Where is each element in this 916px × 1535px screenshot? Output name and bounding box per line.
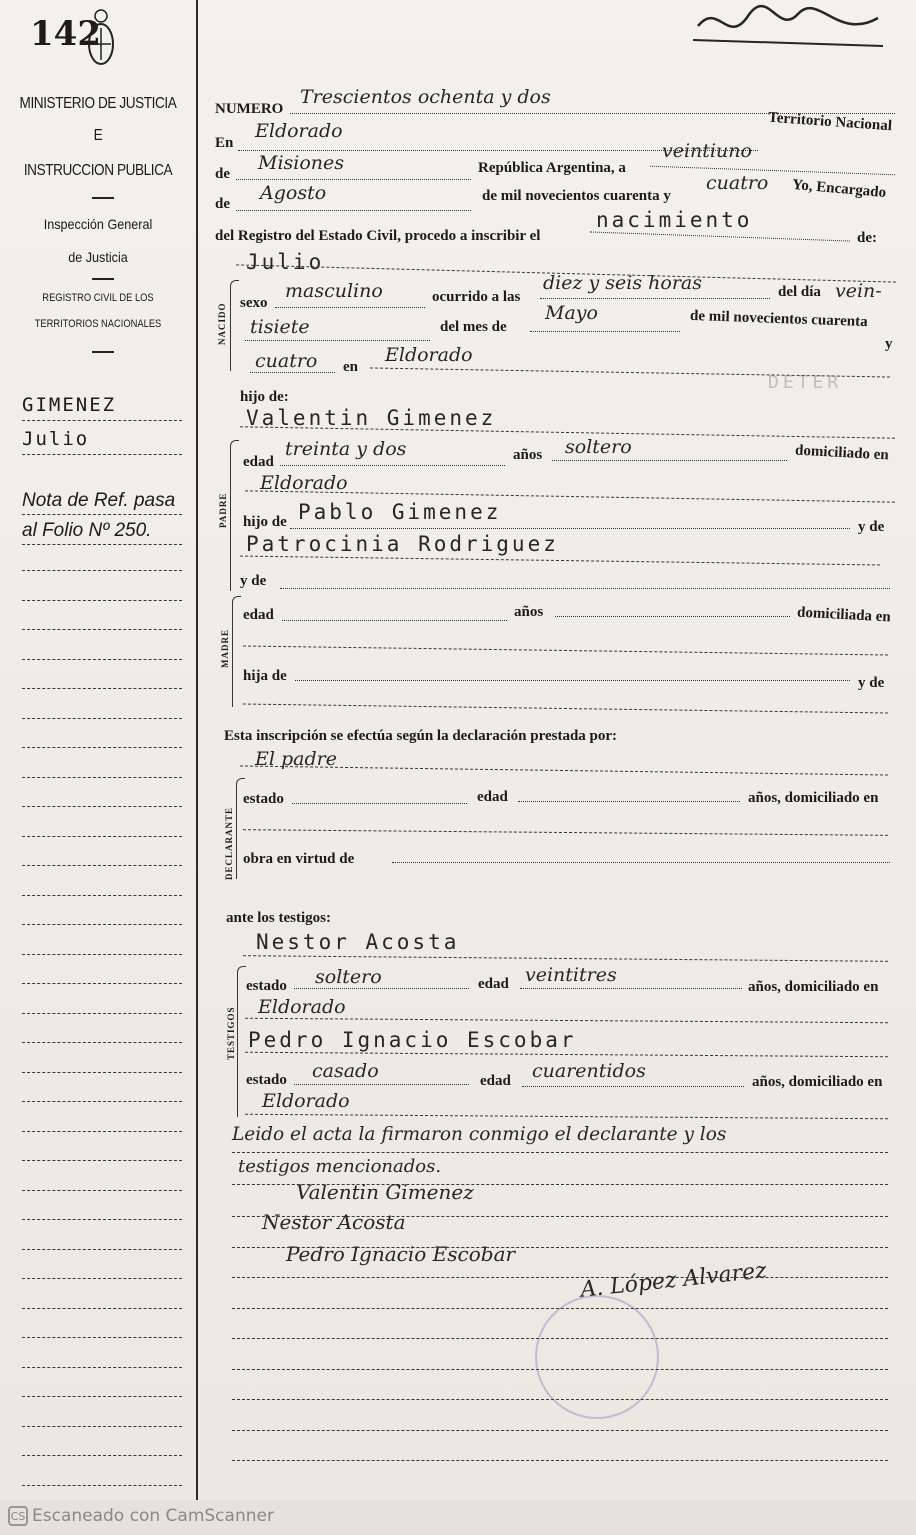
de-label: de xyxy=(215,166,230,182)
fill-line xyxy=(294,988,469,989)
fill-line xyxy=(522,1086,744,1087)
fill-line xyxy=(236,210,471,211)
edad-label: edad xyxy=(243,454,274,470)
fill-line xyxy=(240,556,880,566)
margin-rule xyxy=(22,806,182,807)
republica-label: República Argentina, a xyxy=(478,160,626,176)
testigos-label: ante los testigos: xyxy=(226,910,331,926)
fill-line xyxy=(282,620,507,621)
fill-line xyxy=(250,372,335,373)
margin-rule xyxy=(22,1337,182,1338)
fill-line xyxy=(280,465,505,466)
hijo-de-label: hijo de: xyxy=(240,389,289,405)
anos-domiciliado-label: años, domiciliado en xyxy=(748,790,879,806)
day-value: veintiuno xyxy=(662,140,752,162)
fill-line xyxy=(555,616,790,617)
header-divider xyxy=(92,197,114,199)
margin-rule xyxy=(22,747,182,748)
signature-witness-1: Nestor Acosta xyxy=(262,1210,406,1234)
closing-line-1: Leido el acta la firmaron conmigo el declarante y los xyxy=(232,1124,727,1145)
margin-rule xyxy=(22,1131,182,1132)
margin-rule xyxy=(22,629,182,630)
numero-label: NUMERO xyxy=(215,101,284,117)
header-divider xyxy=(92,351,114,353)
margin-rule xyxy=(22,659,182,660)
fill-line xyxy=(245,1052,888,1057)
padre-bracket xyxy=(230,440,239,591)
fill-line xyxy=(392,862,890,863)
signature-declarant: Valentin Gimenez xyxy=(296,1180,474,1204)
obra-label: obra en virtud de xyxy=(243,851,355,867)
declarante-side-label: DECLARANTE xyxy=(224,806,234,880)
mes-label: del mes de xyxy=(440,319,507,335)
blank-rule xyxy=(232,1308,888,1309)
birth-day-value-a: vein- xyxy=(835,280,882,302)
fill-line xyxy=(236,179,471,180)
y-de-label: y de xyxy=(858,519,885,535)
birth-month-value: Mayo xyxy=(545,302,598,324)
sexo-label: sexo xyxy=(240,295,268,311)
margin-rule xyxy=(22,1249,182,1250)
sexo-value: masculino xyxy=(285,280,383,302)
mil-label: de mil novecientos cuarenta xyxy=(689,307,868,331)
fill-line xyxy=(275,307,425,308)
witness-2-address: Eldorado xyxy=(262,1090,350,1112)
blank-rule xyxy=(232,1399,888,1400)
anos-label: años xyxy=(514,604,544,620)
scanner-watermark-text: Escaneado con CamScanner xyxy=(32,1506,274,1526)
margin-given-name: Julio xyxy=(22,428,90,450)
testigos-bracket xyxy=(237,966,246,1117)
fill-line xyxy=(294,1084,469,1085)
margin-rule xyxy=(22,1396,182,1397)
margin-rule xyxy=(22,924,182,925)
fill-line xyxy=(243,955,888,962)
domiciliada-label: domiciliada en xyxy=(796,604,892,626)
fill-line xyxy=(245,1018,888,1023)
registry-line-2: TERRITORIOS NACIONALES xyxy=(34,318,162,330)
margin-rule xyxy=(22,544,182,545)
margin-rule xyxy=(22,1485,182,1486)
yo-label: Yo, Encargado xyxy=(791,176,887,202)
estado-label: estado xyxy=(243,791,284,807)
ocurrido-label: ocurrido a las xyxy=(432,289,521,305)
ministry-line-2: E xyxy=(93,127,103,144)
column-divider xyxy=(196,0,198,1500)
registry-seal-stamp xyxy=(535,1295,659,1419)
fill-line xyxy=(280,588,890,589)
en-value: Eldorado xyxy=(255,120,343,142)
margin-rule xyxy=(22,1219,182,1220)
inspection-line-1: Inspección General xyxy=(43,216,153,232)
fill-line xyxy=(520,988,742,989)
margin-note-line-1: Nota de Ref. pasa xyxy=(22,490,176,511)
signature-official: A. López Alvarez xyxy=(579,1258,768,1303)
blank-rule xyxy=(232,1369,888,1370)
margin-rule xyxy=(22,954,182,955)
registro-label: del Registro del Estado Civil, procedo a inscribir el xyxy=(215,228,541,244)
witness-2-name: Pedro Ignacio Escobar xyxy=(248,1028,577,1052)
fill-line xyxy=(530,331,680,332)
madre-bracket xyxy=(232,596,241,707)
paternal-grandfather: Pablo Gimenez xyxy=(298,500,502,524)
witness-1-name: Nestor Acosta xyxy=(256,930,460,954)
margin-rule xyxy=(22,1160,182,1161)
paternal-grandmother: Patrocinia Rodriguez xyxy=(246,532,559,556)
fill-line xyxy=(552,460,787,461)
domiciliado-label: domiciliado en xyxy=(794,442,890,464)
child-name: Julio xyxy=(246,250,325,274)
fill-line xyxy=(295,680,850,681)
witness-1-age: veintitres xyxy=(525,964,617,986)
y-de-label: y de xyxy=(240,573,267,589)
edad-label: edad xyxy=(477,789,508,805)
margin-rule xyxy=(22,420,182,421)
margin-rule xyxy=(22,836,182,837)
margin-rule xyxy=(22,1072,182,1073)
fill-line xyxy=(518,801,740,802)
closing-line-2: testigos mencionados. xyxy=(238,1156,442,1177)
margin-rule xyxy=(22,1013,182,1014)
en-label: en xyxy=(343,359,358,375)
hijo-de-label: hijo de xyxy=(243,514,287,530)
margin-rule xyxy=(22,983,182,984)
blank-rule xyxy=(232,1430,888,1431)
act-type-value: nacimiento xyxy=(596,208,753,232)
de-label: de: xyxy=(857,230,877,246)
inspection-line-2: de Justicia xyxy=(68,249,128,265)
margin-note-line-2: al Folio Nº 250. xyxy=(22,520,152,541)
margin-surname: GIMENEZ xyxy=(22,394,117,416)
de-label: de xyxy=(215,196,230,212)
birth-day-value-b: tisiete xyxy=(250,316,310,338)
blank-rule xyxy=(232,1216,888,1217)
hija-de-label: hija de xyxy=(243,668,287,684)
declaracion-label: Esta inscripción se efectúa según la declaración prestada por: xyxy=(224,728,618,744)
fill-line xyxy=(232,1152,888,1153)
anos-label: años xyxy=(513,447,543,463)
territorio-label: Territorio Nacional xyxy=(767,109,893,135)
nacido-side-label: NACIDO xyxy=(217,302,227,345)
month-value: Agosto xyxy=(260,182,327,204)
padre-side-label: PADRE xyxy=(218,492,228,528)
testigos-side-label: TESTIGOS xyxy=(226,1006,236,1060)
blank-rule xyxy=(232,1460,888,1461)
sin-efecto-stamp xyxy=(688,0,888,52)
time-value: diez y seis horas xyxy=(543,272,703,294)
left-margin-column xyxy=(0,0,196,1500)
margin-rule xyxy=(22,514,182,515)
declarant-value: El padre xyxy=(255,748,337,770)
witness-1-address: Eldorado xyxy=(258,996,346,1018)
fill-line xyxy=(590,231,850,241)
margin-rule xyxy=(22,454,182,455)
folio-number: 142 xyxy=(30,14,101,54)
margin-rule xyxy=(22,1308,182,1309)
witness-2-status: casado xyxy=(312,1060,379,1082)
father-status: soltero xyxy=(565,436,632,458)
witness-2-age: cuarentidos xyxy=(532,1060,646,1082)
margin-rule xyxy=(22,895,182,896)
national-seal-icon xyxy=(86,8,116,74)
blank-rule xyxy=(232,1277,888,1278)
father-name: Valentin Gimenez xyxy=(246,406,497,430)
fill-line xyxy=(292,803,467,804)
father-address: Eldorado xyxy=(260,472,348,494)
birth-year-value: cuatro xyxy=(255,350,318,372)
numero-value: Trescientos ochenta y dos xyxy=(300,86,551,108)
fill-line xyxy=(243,703,888,713)
margin-rule xyxy=(22,1455,182,1456)
margin-rule xyxy=(22,570,182,571)
blank-rule xyxy=(232,1247,888,1248)
fill-line xyxy=(245,340,430,341)
margin-rule xyxy=(22,1278,182,1279)
margin-rule xyxy=(22,1426,182,1427)
ministry-line-1: MINISTERIO DE JUSTICIA xyxy=(19,95,177,112)
margin-rule xyxy=(22,1042,182,1043)
birth-place-value: Eldorado xyxy=(385,344,473,366)
registry-line-1: REGISTRO CIVIL DE LOS xyxy=(42,292,154,304)
year-value: cuatro xyxy=(706,172,769,194)
margin-rule xyxy=(22,718,182,719)
signature-witness-2: Pedro Ignacio Escobar xyxy=(286,1242,516,1266)
margin-rule xyxy=(22,1367,182,1368)
y-label: y xyxy=(885,336,893,352)
estado-label: estado xyxy=(246,978,287,994)
faded-stamp-text: DETER xyxy=(768,372,843,393)
fill-line xyxy=(243,645,888,655)
header-divider xyxy=(92,278,114,280)
anos-domiciliado-label: años, domiciliado en xyxy=(752,1074,883,1090)
father-age: treinta y dos xyxy=(285,438,407,460)
fill-line xyxy=(245,1114,888,1119)
margin-rule xyxy=(22,688,182,689)
estado-label: estado xyxy=(246,1072,287,1088)
edad-label: edad xyxy=(478,976,509,992)
ministry-line-3: INSTRUCCION PUBLICA xyxy=(23,162,173,179)
edad-label: edad xyxy=(480,1073,511,1089)
fill-line xyxy=(240,765,888,775)
margin-rule xyxy=(22,865,182,866)
blank-rule xyxy=(232,1338,888,1339)
year-label: de mil novecientos cuarenta y xyxy=(482,188,671,204)
nacido-bracket xyxy=(230,280,239,371)
margin-rule xyxy=(22,777,182,778)
fill-line xyxy=(650,166,895,176)
camscanner-logo-icon: CS xyxy=(8,1506,28,1526)
fill-line xyxy=(243,829,888,836)
edad-label: edad xyxy=(243,607,274,623)
territorio-value: Misiones xyxy=(258,152,345,174)
margin-rule xyxy=(22,1190,182,1191)
y-de-label: y de xyxy=(858,675,885,691)
fill-line xyxy=(540,298,770,299)
en-label: En xyxy=(215,135,234,151)
margin-rule xyxy=(22,1101,182,1102)
witness-1-status: soltero xyxy=(315,966,382,988)
fill-line xyxy=(290,528,850,529)
anos-domiciliado-label: años, domiciliado en xyxy=(748,979,879,995)
margin-rule xyxy=(22,600,182,601)
del-dia-label: del día xyxy=(778,284,821,300)
madre-side-label: MADRE xyxy=(220,629,230,668)
